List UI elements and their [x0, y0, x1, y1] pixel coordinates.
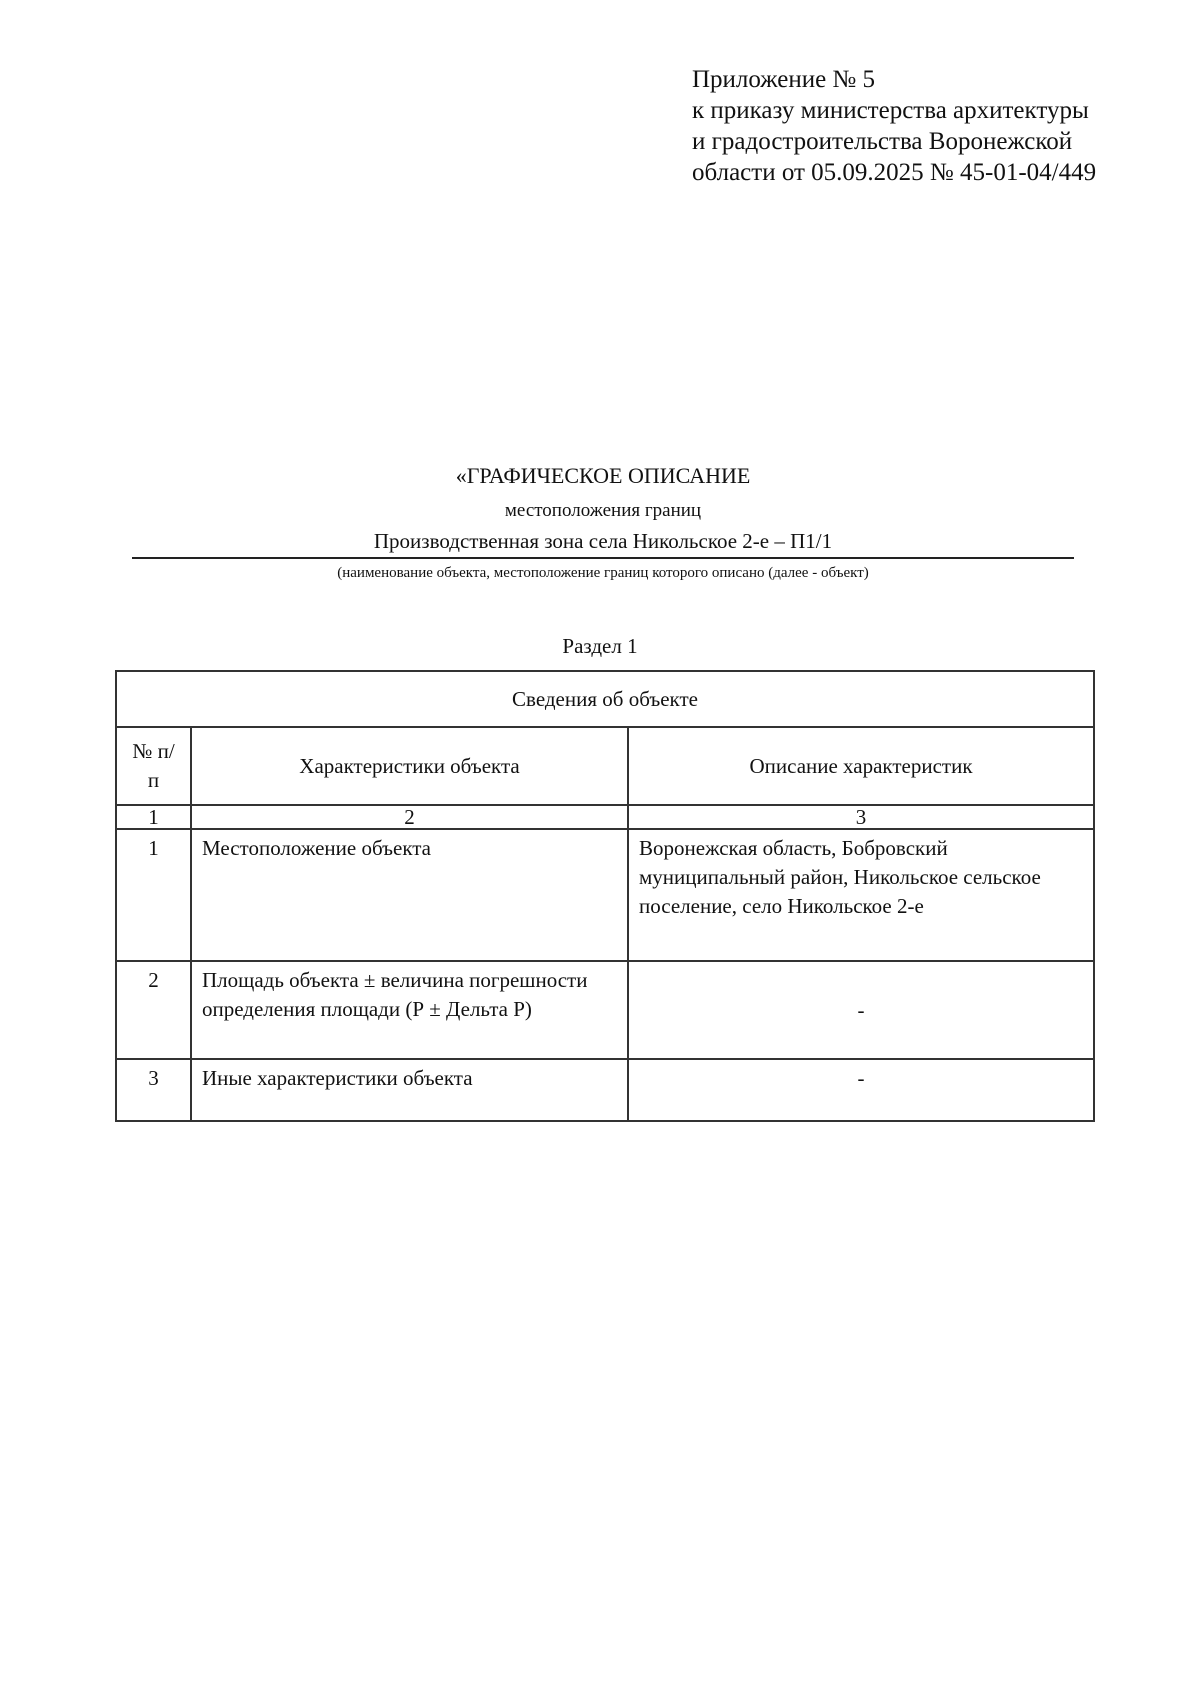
row-num: 1 — [116, 829, 191, 961]
table-caption: Сведения об объекте — [116, 671, 1094, 727]
object-name: Производственная зона села Никольское 2-е – П1/1 — [132, 528, 1074, 559]
title-block — [132, 462, 1074, 583]
column-number: 1 — [116, 805, 191, 829]
object-info-table — [115, 670, 1095, 1122]
row-description: Воронежская область, Бобровский муниципальный район, Никольское сельское поселение, село Никольское 2-е — [628, 829, 1094, 961]
table-header-row — [116, 727, 1094, 805]
row-characteristic: Площадь объекта ± величина погрешности определения площади (Р ± Дельта Р) — [191, 961, 628, 1059]
appendix-line-4: области от 05.09.2025 № 45-01-04/449 — [692, 159, 1097, 186]
table-row — [116, 961, 1094, 1059]
column-number: 2 — [191, 805, 628, 829]
appendix-line-2: к приказу министерства архитектуры — [692, 97, 1089, 124]
column-number-row — [116, 805, 1094, 829]
row-num: 3 — [116, 1059, 191, 1121]
row-description: - — [628, 1059, 1094, 1121]
appendix-header — [692, 64, 1096, 188]
row-characteristic: Местоположение объекта — [191, 829, 628, 961]
document-subtitle: местоположения границ — [504, 500, 702, 521]
header-num: № п/п — [116, 727, 191, 805]
section-label: Раздел 1 — [562, 634, 638, 658]
row-characteristic: Иные характеристики объекта — [191, 1059, 628, 1121]
table-caption-row — [116, 671, 1094, 727]
table-row — [116, 829, 1094, 961]
object-name-caption: (наименование объекта, местоположение границ которого описано (далее - объект) — [337, 565, 869, 581]
column-number: 3 — [628, 805, 1094, 829]
appendix-line-1: Приложение № 5 — [692, 66, 876, 93]
appendix-line-3: и градостроительства Воронежской — [692, 128, 1073, 155]
row-description: - — [628, 961, 1094, 1059]
header-characteristic: Характеристики объекта — [191, 727, 628, 805]
row-num: 2 — [116, 961, 191, 1059]
table-row — [116, 1059, 1094, 1121]
document-title: «ГРАФИЧЕСКОЕ ОПИСАНИЕ — [455, 463, 751, 488]
header-description: Описание характеристик — [628, 727, 1094, 805]
